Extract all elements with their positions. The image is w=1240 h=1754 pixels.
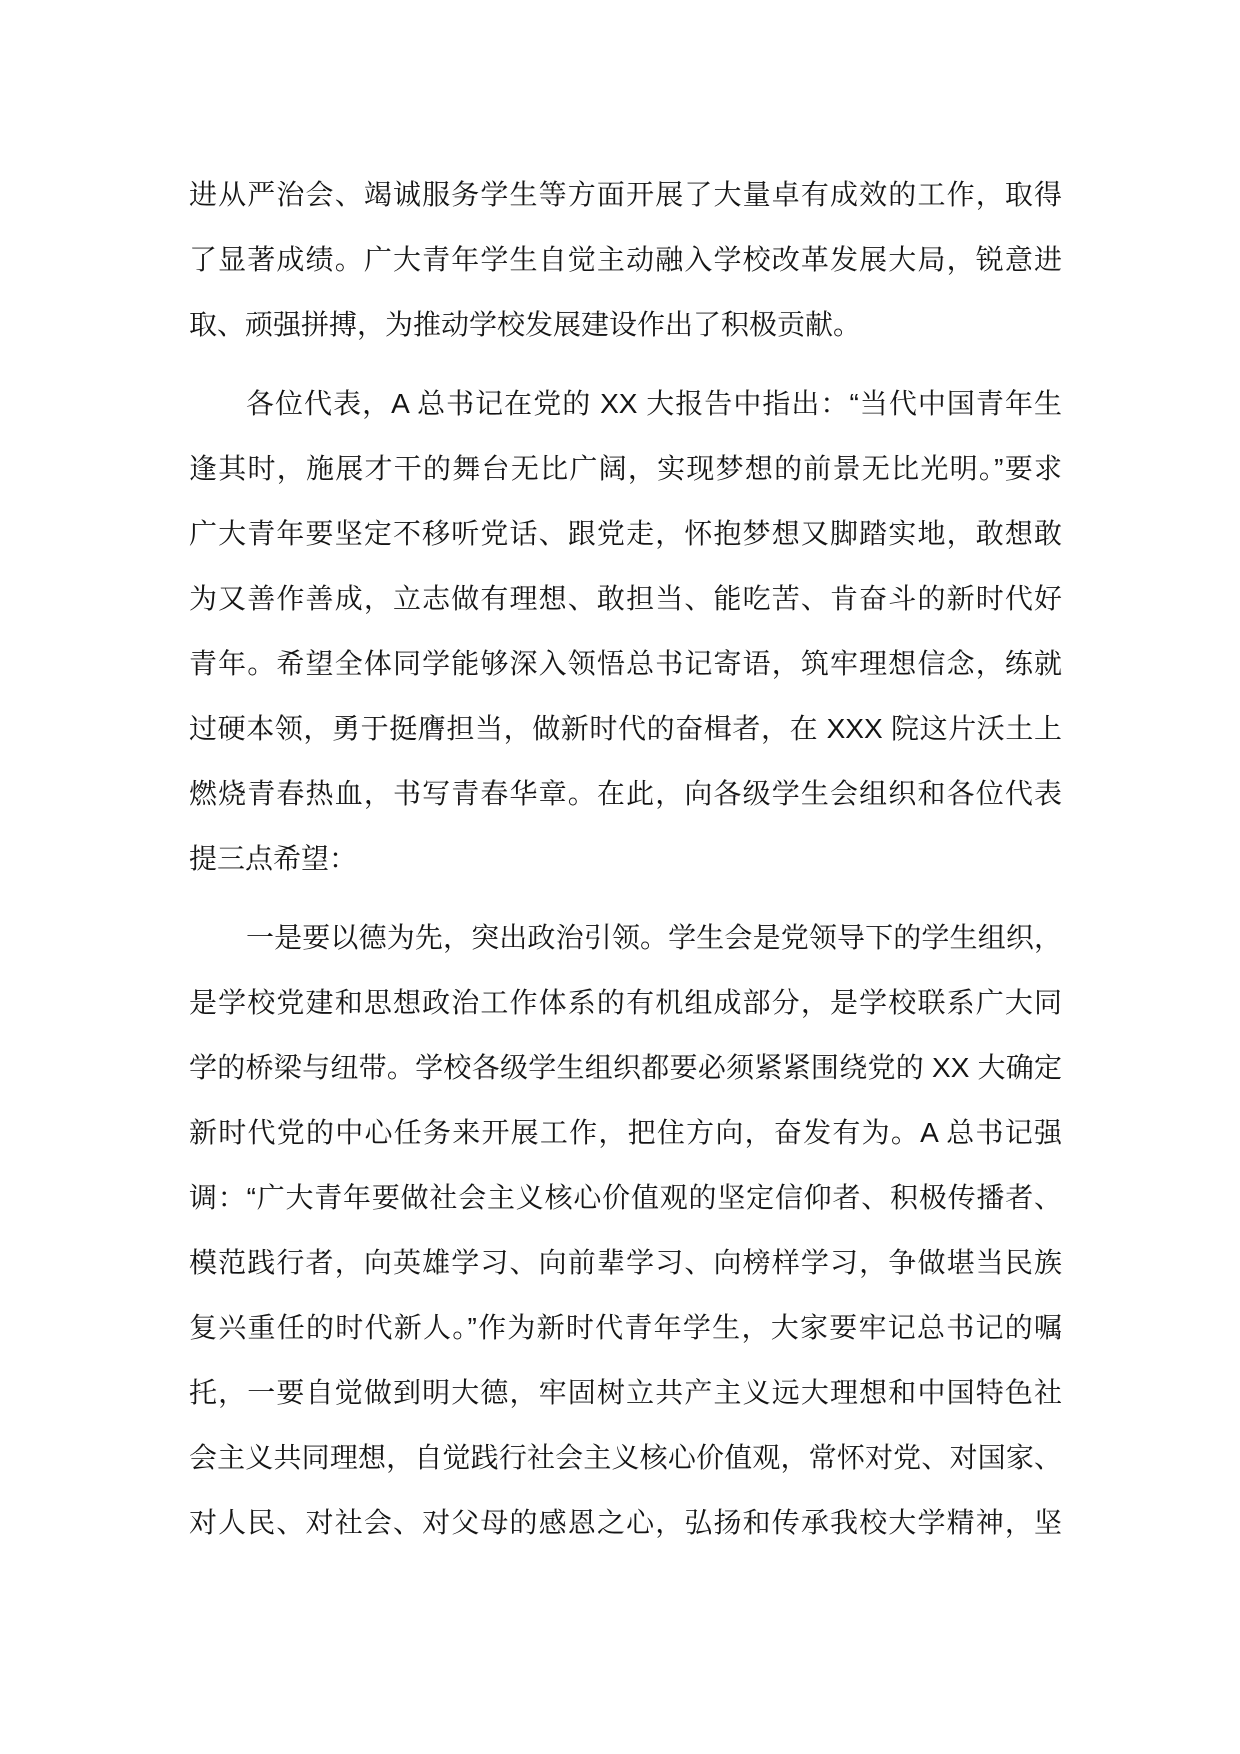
text-line: 模范践行者，向英雄学习、向前辈学习、向榜样学习，争做堪当民族 [189,1247,1062,1278]
text-line: 燃烧青春热血，书写青春华章。在此，向各级学生会组织和各位代表 [189,778,1062,809]
text-line: 广大青年要坚定不移听党话、跟党走，怀抱梦想又脚踏实地，敢想敢 [189,518,1062,549]
text-line: 是学校党建和思想政治工作体系的有机组成部分，是学校联系广大同 [189,987,1062,1018]
text-line: 一是要以德为先，突出政治引领。学生会是党领导下的学生组织， [246,922,1062,953]
text-line: 取、顽强拼搏，为推动学校发展建设作出了积极贡献。 [189,309,862,340]
paragraph [189,905,1062,1555]
text-line: 新时代党的中心任务来开展工作，把住方向，奋发有为。A 总书记强 [189,1117,1062,1148]
document-body [189,162,1062,1569]
paragraph [189,162,1062,357]
text-line: 提三点希望： [189,843,358,874]
paragraph [189,371,1062,891]
text-line: 复兴重任的时代新人。”作为新时代青年学生，大家要牢记总书记的嘱 [189,1312,1062,1343]
text-line: 青年。希望全体同学能够深入领悟总书记寄语，筑牢理想信念，练就 [189,648,1062,679]
text-line: 各位代表，A 总书记在党的 XX 大报告中指出：“当代中国青年生 [246,388,1062,419]
text-line: 过硬本领，勇于挺膺担当，做新时代的奋楫者，在 XXX 院这片沃土上 [189,713,1062,744]
text-line: 逢其时，施展才干的舞台无比广阔，实现梦想的前景无比光明。”要求 [189,453,1062,484]
text-line: 为又善作善成，立志做有理想、敢担当、能吃苦、肯奋斗的新时代好 [189,583,1062,614]
text-line: 了显著成绩。广大青年学生自觉主动融入学校改革发展大局，锐意进 [189,244,1062,275]
text-line: 托，一要自觉做到明大德，牢固树立共产主义远大理想和中国特色社 [189,1377,1062,1408]
text-line: 学的桥梁与纽带。学校各级学生组织都要必须紧紧围绕党的 XX 大确定 [189,1052,1062,1083]
text-line: 调：“广大青年要做社会主义核心价值观的坚定信仰者、积极传播者、 [189,1182,1062,1213]
text-line: 对人民、对社会、对父母的感恩之心，弘扬和传承我校大学精神，坚 [189,1507,1062,1538]
text-line: 会主义共同理想，自觉践行社会主义核心价值观，常怀对党、对国家、 [189,1442,1062,1473]
text-line: 进从严治会、竭诚服务学生等方面开展了大量卓有成效的工作，取得 [189,179,1062,210]
